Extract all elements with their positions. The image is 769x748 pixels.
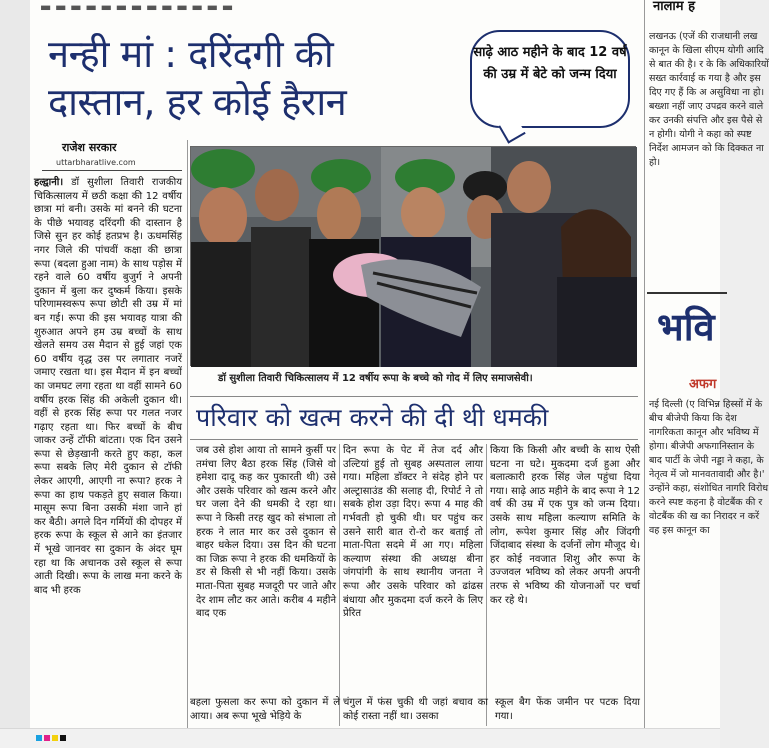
page-gutter — [0, 0, 30, 748]
photo-caption: डॉ सुशीला तिवारी चिकित्सालय में 12 वर्षीय रूपा के बच्चे को गोद में लिए समाजसेवी। — [218, 373, 533, 384]
column-2-continuation: बहला फुसला कर रूपा को दुकान में ले आया। अब रूपा भूखे भेड़िये के — [190, 697, 340, 722]
cyan-mark — [36, 735, 42, 741]
article-column-4: किया कि किसी और बच्ची के साथ ऐसी घटना ना घटे। मुकदमा दर्ज हुआ और बलात्कारी हरक सिंह जेल पहुंचा दिया गया। साढ़े आठ महीने के बाद रूपा ने 12 वर्ष की उम्र में एक पुत्र को जन्म दिया। उसके साथ महिला कल्याण समिति के लोग, रूपेश कुमार सिंह और जिंदगी जिंदाबाद संस्था के दर्जनों लोग मौजूद थे। हर कोई नवजात शिशु और रूपा के उज्जवल भविष्य को लेकर अपनी अपनी तरफ से भविष्य की योजनाओं पर चर्चा कर रहे थे। — [490, 445, 640, 606]
bottom-strip — [0, 728, 720, 748]
article-column-2: जब उसे होश आया तो सामने कुर्सी पर तमंचा लिए बैठा हरक सिंह (जिसे वो हमेशा दादू कह कर पुकारती थी) उसे और उसके परिवार को खत्म करने और घर जला देने की धमकी दे रहा था। रूपा ने किसी तरह खुद को संभाला तो हरक ने लात मार कर उसे दुकान से बाहर धकेल दिया। उस दिन की घटना का जिक्र रूपा ने हरक की धमकियों के डर से किसी से भी नहीं किया। उसके माता-पिता सुबह मजदूरी पर जाते और देर शाम लौट कर आते। करीब 4 महीने बाद एक — [196, 445, 336, 620]
photo-illustration — [191, 147, 637, 367]
top-cut-text: ▬ ▬ ▬ ▬ ▬ ▬ ▬ ▬ ▬ ▬ ▬ ▬ ▬ — [40, 0, 234, 14]
column-4-continuation: स्कूल बैग फेंक जमीन पर पटक दिया गया। — [495, 697, 640, 722]
column-divider — [486, 444, 487, 726]
side-text-bottom: नई दिल्ली (ए विभिन्न हिस्सों में के बीच बीजेपी किया कि देश नागरिकता कानून और भविष्य में होगा। बीजेपी अफगानिस्तान के बाद पार्टी के जेपी नड्डा ने कहा, के नेतृत्व में जो मानवतावादी और है।' उन्होंने कहा, संशोधित नागरि विरोध करने स्पष्ट कहना है वोटबैंक की र वोटबैंक की ख का निरादर न करें वह इस कानून का — [649, 399, 769, 536]
byline-rule — [42, 170, 182, 171]
subheadline: परिवार को खत्म करने की दी थी धमकी — [190, 396, 638, 440]
pull-quote-bubble: साढ़े आठ महीने के बाद 12 वर्ष की उम्र में बेटे को जन्म दिया — [470, 30, 630, 128]
column-1-text: डॉ सुशीला तिवारी राजकीय चिकित्सालय में छठी कक्षा की 12 वर्षीय छात्रा मां बनी। उसके मां बनने की घटना के पीछे भयावह दरिंदगी की दास्तान है जिसे सुन हर कोई हतप्रभ है। ऊधमसिंह नगर जिले की पांचवीं कक्षा की छात्रा रूपा (बदला हुआ नाम) के साथ पड़ोस में रहने वाले 60 वर्षीय बुजुर्ग ने अपनी दुकान में बुला कर दुष्कर्म किया। इसके परिणामस्वरूप रूपा छोटी सी उम्र में मां बन गई। रूपा की इस भयावह यात्रा की शुरुआत अपने हम उम्र बच्चों के साथ खेलते समय उस मैदान से हुई जहां एक 60 वर्षीय वृद्ध उस पर लगातार नजरें जमाए रखता था। इस मैदान में इन बच्चों का जमघट लगा रहता था वहीं सामने 60 वर्षीय हरक सिंह की अकेली दुकान थी। वहीं से हरक सिंह रूपा पर गलत नजर गढ़ाए रहता था। फिर बच्चों के बीच जाकर उन्हें टॉफी बांटता। एक दिन उसने रूपा से छेड़खानी करते हुए कहा, कल रूपा सबके लिए मेरी दुकान से टॉफी लेकर आएगी, आएगी ना रूपा? हरक ने रूपा का हाथ पकड़ते हुए सवाल किया। मासूम रूपा बिना उसकी मंशा जाने हां कर बैठी। अगले दिन गर्मियों की दोपहर में हरक रूपा के स्कूल से आने का इंतजार में भूखे जानवर सा दुकान के अंदर घूम रहा था कि अचानक उसे स्कूल से रूपा आती दिखी। रूपा के लाख मना करने के बाद भी हरक — [34, 177, 182, 596]
side-text-top: लखनऊ (एजें की राजधानी लख कानून के खिला सीएम योगी आदि से बात की है। र के कि अधिकारियों सख्त कार्रवाई क गया है और इस दिए गए हैं कि अ असुविधा ना हो। बख्शा नहीं जाए उपद्रव करने वाले कर उनकी संपत्ति और इस पैसे से न होगी। योगी ने कहा को स्पष्ट निर्देश आमजन को कि दिक्कत ना हो। — [649, 31, 769, 168]
byline: राजेश सरकार — [62, 141, 117, 154]
headline-line-2: दास्तान, हर कोई हैरान — [48, 80, 347, 124]
side-red-heading: अफग — [689, 377, 717, 392]
headline — [48, 30, 468, 126]
source-site: uttarbharatlive.com — [56, 158, 136, 167]
dateline: हल्द्वानी। — [34, 177, 64, 188]
yellow-mark — [52, 735, 58, 741]
magenta-mark — [44, 735, 50, 741]
article-column-1 — [34, 176, 182, 724]
color-registration-marks — [36, 735, 66, 741]
headline-line-1: नन्ही मां : दरिंदगी की — [48, 32, 334, 76]
side-divider — [647, 292, 727, 294]
side-top-label: नालाम ह — [653, 0, 695, 14]
column-divider — [339, 444, 340, 726]
side-column — [644, 0, 769, 728]
black-mark — [60, 735, 66, 741]
article-column-3: दिन रूपा के पेट में तेज दर्द और उल्टियां हुई तो सुबह अस्पताल लाया गया। महिला डॉक्टर ने संदेह होने पर अल्ट्रासाउंड की सलाह दी, रिपोर्ट ने तो सबके होश उड़ा दिए। रूपा 4 माह की गर्भवती हो चुकी थी। घर पहुंच कर उसने सारी बात रो-रो कर बताई तो माता-पिता सदमे में आ गए। महिला कल्याण संस्था की अध्यक्ष बीना जंगपांगी के साथ स्थानीय जनता ने रूपा और उसके परिवार को ढांढस बंधाया और मुकदमा दर्ज करने के लिए प्रेरित — [343, 445, 483, 620]
column-divider — [187, 140, 188, 728]
column-3-continuation: चंगुल में फंस चुकी थी जहां बचाव का कोई रास्ता नहीं था। उसका — [343, 697, 488, 722]
side-big-headline: भवि — [657, 305, 715, 349]
news-photo — [190, 146, 636, 366]
